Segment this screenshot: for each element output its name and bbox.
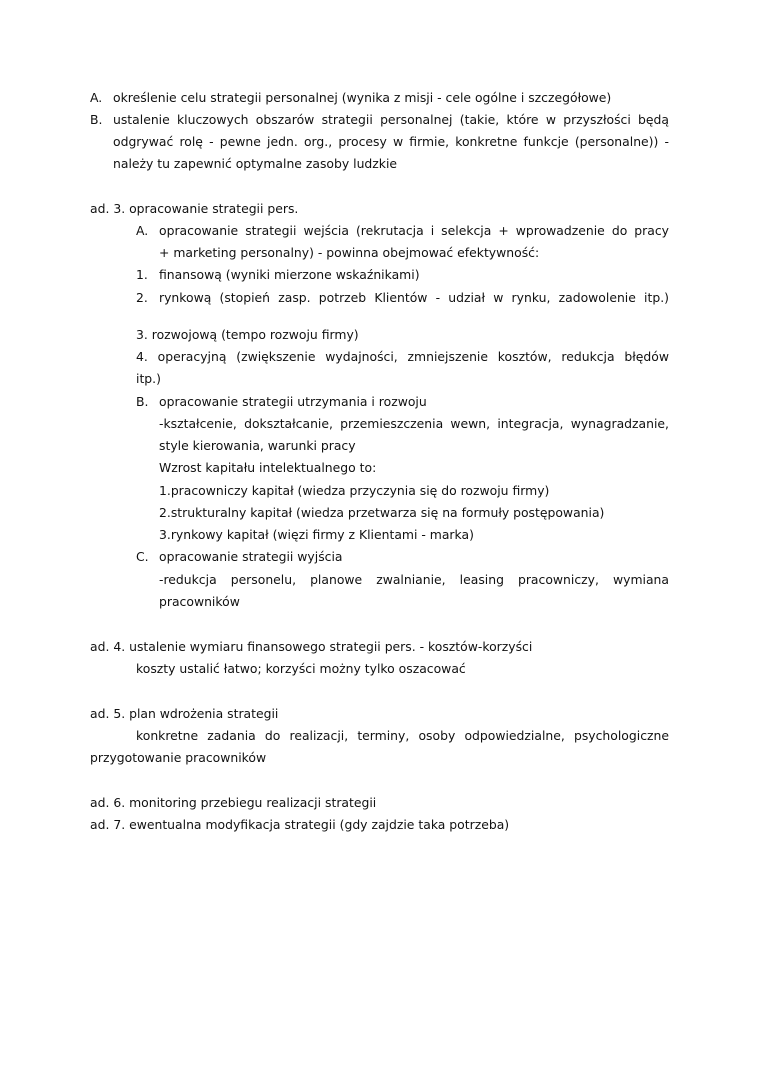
ad3-c-line: -redukcja personelu, planowe zwalnianie, leasing pracowniczy, wymiana (159, 572, 669, 587)
list-marker-1: 1. (136, 267, 148, 282)
ad3-b-line: 1.pracowniczy kapitał (wiedza przyczynia się do rozwoju firmy) (159, 483, 550, 498)
list-item-a-text: określenie celu strategii personalnej (wynika z misji - cele ogólne i szczegółowe) (113, 90, 612, 105)
list-marker-a: A. (136, 223, 149, 238)
ad3-b-line: 2.strukturalny kapitał (wiedza przetwarza się na formuły postępowania) (159, 505, 605, 520)
ad3-b-line: -kształcenie, dokształcanie, przemieszczenia wewn, integracja, wynagradzanie, (159, 416, 669, 431)
list-item-b-line: ustalenie kluczowych obszarów strategii personalnej (takie, które w przyszłości będą (113, 112, 669, 127)
list-marker-2: 2. (136, 290, 148, 305)
ad3-item-1: finansową (wyniki mierzone wskaźnikami) (159, 267, 420, 282)
section-heading-ad5: ad. 5. plan wdrożenia strategii (90, 706, 279, 721)
ad3-a-line: + marketing personalny) - powinna obejmować efektywność: (159, 245, 540, 260)
section-heading-ad3: ad. 3. opracowanie strategii pers. (90, 201, 299, 216)
ad3-a-line: opracowanie strategii wejścia (rekrutacja i selekcja + wprowadzenie do pracy (159, 223, 669, 238)
list-marker-a: A. (90, 90, 103, 105)
list-marker-b: B. (136, 394, 149, 409)
ad3-b-title: opracowanie strategii utrzymania i rozwoju (159, 394, 427, 409)
section-heading-ad7: ad. 7. ewentualna modyfikacja strategii (gdy zajdzie taka potrzeba) (90, 817, 510, 832)
ad3-b-line: 3.rynkowy kapitał (więzi firmy z Klientami - marka) (159, 527, 474, 542)
ad3-c-line: pracowników (159, 594, 240, 609)
ad5-line: konkretne zadania do realizacji, terminy, osoby odpowiedzialne, psychologiczne (136, 728, 669, 743)
ad5-line: przygotowanie pracowników (90, 750, 267, 765)
ad3-b-line: style kierowania, warunki pracy (159, 438, 356, 453)
ad3-item-3: 3. rozwojową (tempo rozwoju firmy) (136, 327, 359, 342)
ad4-text: koszty ustalić łatwo; korzyści możny tylko oszacować (136, 661, 466, 676)
ad3-item-4-line: 4. operacyjną (zwiększenie wydajności, zmniejszenie kosztów, redukcja błędów (136, 349, 669, 364)
list-marker-b: B. (90, 112, 103, 127)
list-item-b-line: należy tu zapewnić optymalne zasoby ludzkie (113, 156, 398, 171)
section-heading-ad6: ad. 6. monitoring przebiegu realizacji strategii (90, 795, 377, 810)
ad3-c-title: opracowanie strategii wyjścia (159, 549, 343, 564)
section-heading-ad4: ad. 4. ustalenie wymiaru finansowego strategii pers. - kosztów-korzyści (90, 639, 533, 654)
list-item-b-line: odgrywać rolę - pewne jedn. org., procesy w firmie, konkretne funkcje (personalne)) - (113, 134, 669, 149)
ad3-item-4-line: itp.) (136, 371, 161, 386)
list-marker-c: C. (136, 549, 149, 564)
ad3-item-2: rynkową (stopień zasp. potrzeb Klientów - udział w rynku, zadowolenie itp.) (159, 290, 669, 305)
ad3-b-line: Wzrost kapitału intelektualnego to: (159, 460, 377, 475)
